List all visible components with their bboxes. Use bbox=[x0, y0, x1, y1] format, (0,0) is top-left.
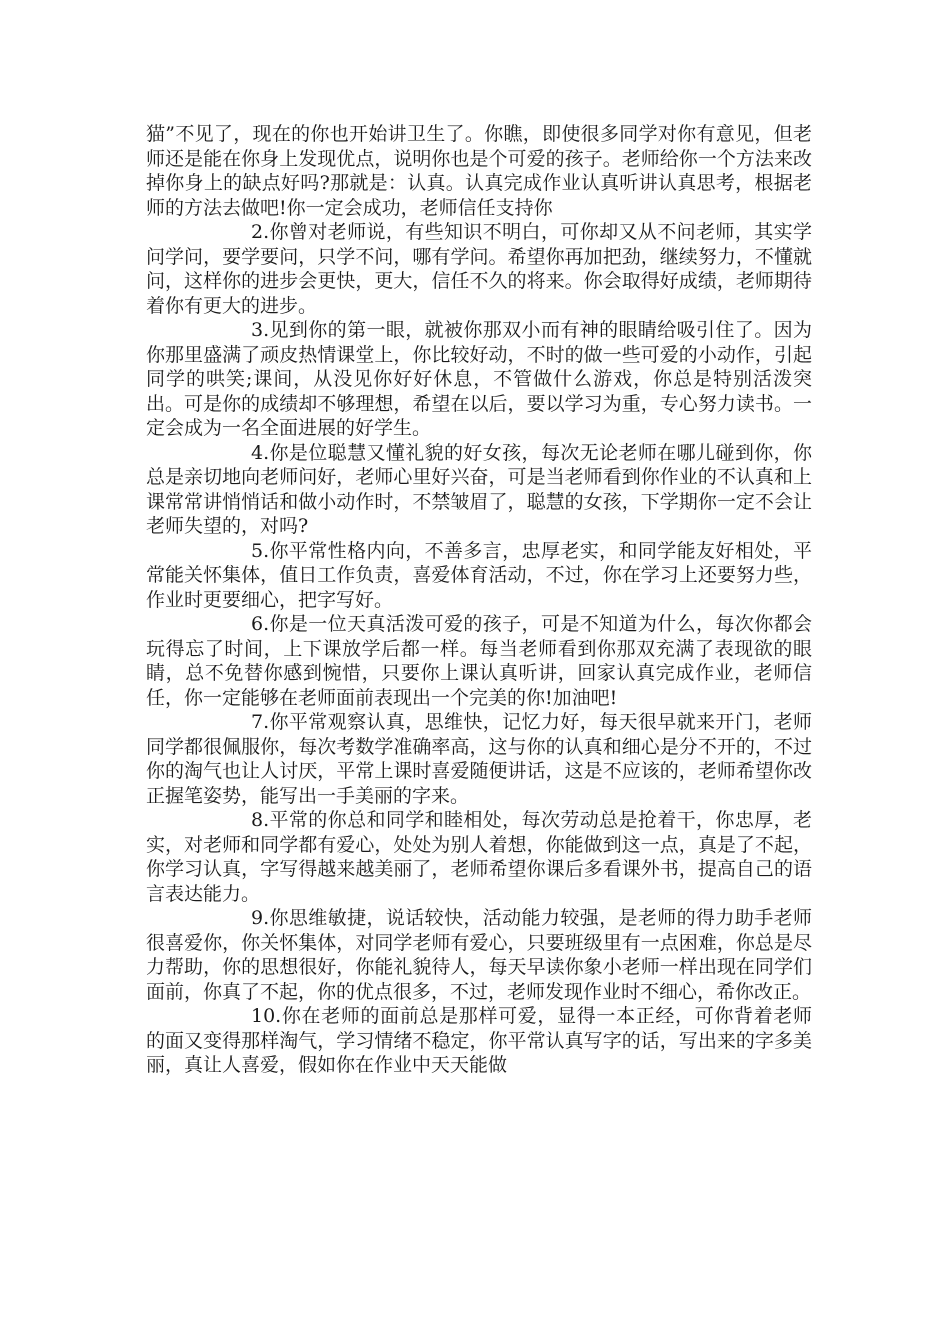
paragraph-comment-2: 2.你曾对老师说，有些知识不明白，可你却又从不问老师，其实学问学问，要学要问，只学不问，哪有学问。希望你再加把劲，继续努力，不懂就问，这样你的进步会更快，更大，信任不久的将来。你会取得好成绩，老师期待着你有更大的进步。 bbox=[146, 221, 812, 317]
paragraph-comment-5: 5.你平常性格内向，不善多言，忠厚老实，和同学能友好相处，平常能关怀集体，值日工作负责，喜爱体育活动，不过，你在学习上还要努力些，作业时更要细心，把字写好。 bbox=[146, 539, 812, 611]
paragraph-comment-3: 3.见到你的第一眼，就被你那双小而有神的眼睛给吸引住了。因为你那里盛满了顽皮热情课堂上，你比较好动，不时的做一些可爱的小动作，引起同学的哄笑;课间，从没见你好好休息，不管做什么游戏，你总是特别活泼突出。可是你的成绩却不够理想，希望在以后，要以学习为重，专心努力读书。一定会成为一名全面进展的好学生。 bbox=[146, 319, 812, 439]
paragraph-comment-7: 7.你平常观察认真，思维快，记忆力好，每天很早就来开门，老师同学都很佩服你，每次考数学准确率高，这与你的认真和细心是分不开的，不过你的淘气也让人讨厌，平常上课时喜爱随便讲话，这是不应该的，老师希望你改正握笔姿势，能写出一手美丽的字来。 bbox=[146, 711, 812, 807]
paragraph-comment-8: 8.平常的你总和同学和睦相处，每次劳动总是抢着干，你忠厚，老实，对老师和同学都有爱心，处处为别人着想，你能做到这一点，真是了不起，你学习认真，字写得越来越美丽了，老师希望你课后多看课外书，提高自己的语言表达能力。 bbox=[146, 809, 812, 905]
document-page bbox=[146, 122, 812, 1078]
paragraph-comment-9: 9.你思维敏捷，说话较快，活动能力较强，是老师的得力助手老师很喜爱你，你关怀集体，对同学老师有爱心，只要班级里有一点困难，你总是尽力帮助，你的思想很好，你能礼貌待人，每天早读你象小老师一样出现在同学们面前，你真了不起，你的优点很多，不过，老师发现作业时不细心，希你改正。 bbox=[146, 907, 812, 1003]
paragraph-comment-6: 6.你是一位天真活泼可爱的孩子，可是不知道为什么，每次你都会玩得忘了时间，上下课放学后都一样。每当老师看到你那双充满了表现欲的眼睛，总不免替你感到惋惜，只要你上课认真听讲，回家认真完成作业，老师信任，你一定能够在老师面前表现出一个完美的你!加油吧! bbox=[146, 613, 812, 709]
paragraph-continuation: 猫”不见了，现在的你也开始讲卫生了。你瞧，即使很多同学对你有意见，但老师还是能在你身上发现优点，说明你也是个可爱的孩子。老师给你一个方法来改掉你身上的缺点好吗?那就是：认真。认真完成作业认真听讲认真思考，根据老师的方法去做吧!你一定会成功，老师信任支持你 bbox=[146, 123, 812, 219]
paragraph-comment-4: 4.你是位聪慧又懂礼貌的好女孩，每次无论老师在哪儿碰到你，你总是亲切地向老师问好，老师心里好兴奋，可是当老师看到你作业的不认真和上课常常讲悄悄话和做小动作时，不禁皱眉了，聪慧的女孩，下学期你一定不会让老师失望的，对吗? bbox=[146, 441, 812, 537]
paragraph-comment-10: 10.你在老师的面前总是那样可爱，显得一本正经，可你背着老师的面又变得那样淘气，学习情绪不稳定，你平常认真写字的话，写出来的字多美丽，真让人喜爱，假如你在作业中天天能做 bbox=[146, 1005, 812, 1076]
